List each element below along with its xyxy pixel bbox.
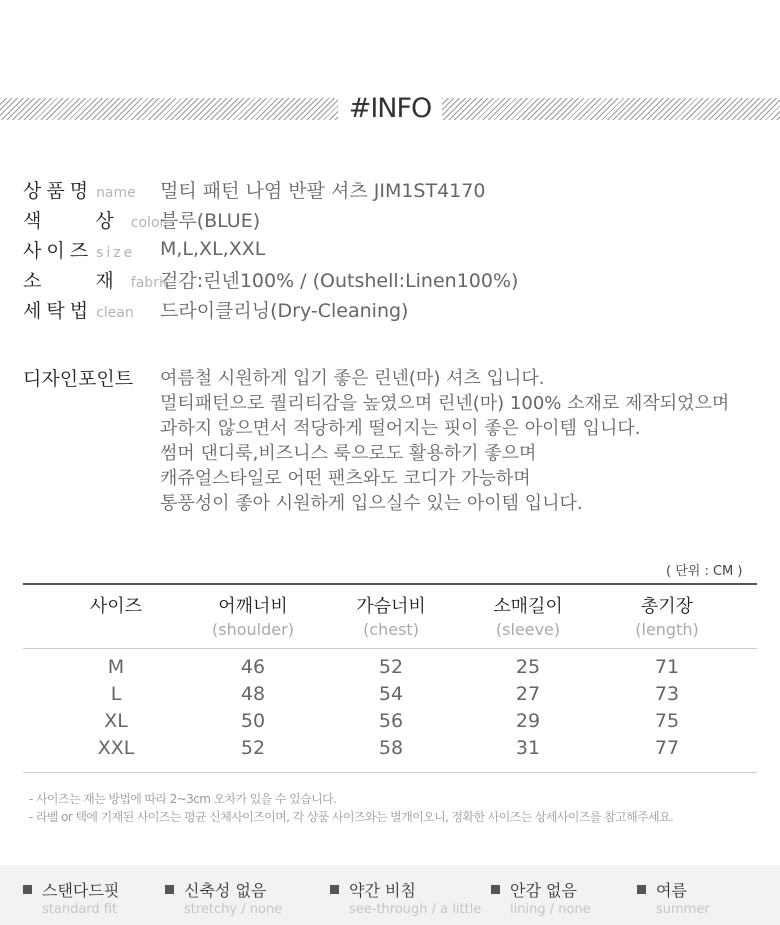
title-hatch-right	[442, 98, 780, 120]
square-bullet-icon	[491, 885, 500, 894]
size-notes	[29, 790, 673, 826]
design-point-line: 여름철 시원하게 입기 좋은 린넨(마) 셔츠 입니다.	[160, 368, 545, 389]
spec-row-size	[23, 234, 518, 264]
table-cell: 29	[515, 710, 541, 732]
feature-label-en: summer	[656, 902, 710, 917]
feature-label-en: standard fit	[42, 902, 118, 917]
column-header: 총기장	[640, 596, 694, 617]
spec-label-en: clean	[96, 304, 134, 321]
spec-value: M,L,XL,XXL	[160, 238, 266, 260]
column-header: 소매길이	[493, 596, 563, 617]
table-cell: 27	[515, 683, 541, 705]
design-point-line: 캐쥬얼스타일로 어떤 팬츠와도 코디가 가능하며	[160, 468, 531, 489]
column-header-en: (sleeve)	[495, 620, 561, 639]
spec-label: 색 상	[23, 209, 128, 232]
design-point-line: 과하지 않으면서 적당하게 떨어지는 핏이 좋은 아이템 입니다.	[160, 418, 641, 439]
feature-label: 약간 비침	[349, 881, 416, 900]
table-cell: 25	[515, 656, 541, 678]
feature-label: 스탠다드핏	[42, 881, 120, 900]
title-hatch-left	[0, 98, 338, 120]
table-bottom-rule	[23, 772, 757, 773]
table-cell: 48	[240, 683, 266, 705]
table-cell: 73	[654, 683, 680, 705]
feature-label-en: lining / none	[510, 902, 591, 917]
spec-row-clean	[23, 294, 518, 324]
column-header-en: (shoulder)	[212, 620, 294, 639]
feature-label-en: see-through / a little	[349, 902, 482, 917]
spec-value: 드라이클리닝(Dry-Cleaning)	[160, 299, 409, 322]
spec-label: 사이즈	[23, 239, 94, 262]
section-title: #INFO	[348, 93, 432, 124]
table-cell: 54	[378, 683, 404, 705]
spec-label: 세탁법	[23, 299, 94, 322]
spec-list	[23, 174, 518, 324]
spec-value: 겉감:린넨100% / (Outshell:Linen100%)	[160, 269, 519, 292]
spec-label-en: fabric	[130, 274, 171, 291]
feature-seethrough	[330, 878, 481, 917]
size-unit: ( 단위 : CM )	[666, 564, 743, 579]
design-point-text	[160, 364, 729, 516]
design-point-label: 디자인포인트	[23, 368, 134, 390]
design-point-line: 멀티패턴으로 퀄리티감을 높였으며 린넨(마) 100% 소재로 제작되었으며	[160, 393, 730, 414]
column-header-en: (length)	[635, 620, 699, 639]
feature-label: 안감 없음	[510, 881, 577, 900]
spec-value: 블루(BLUE)	[160, 209, 261, 232]
spec-row-color	[23, 204, 518, 234]
table-cell: 52	[378, 656, 404, 678]
spec-label-en: size	[96, 244, 136, 261]
table-cell: XXL	[97, 737, 135, 759]
square-bullet-icon	[637, 885, 646, 894]
spec-value: 멀티 패턴 나염 반팔 셔츠 JIM1ST4170	[160, 179, 486, 202]
column-header: 가슴너비	[356, 596, 426, 617]
feature-season	[637, 878, 710, 917]
spec-label: 소 재	[23, 269, 128, 292]
design-point-line: 통풍성이 좋아 시원하게 입으실수 있는 아이템 입니다.	[160, 493, 583, 514]
feature-fit	[23, 878, 119, 917]
spec-row-fabric	[23, 264, 518, 294]
table-cell: 77	[654, 737, 680, 759]
table-cell: 50	[240, 710, 266, 732]
design-point-line: 썸머 댄디룩,비즈니스 룩으로도 활용하기 좋으며	[160, 443, 537, 464]
square-bullet-icon	[330, 885, 339, 894]
table-cell: L	[110, 683, 122, 705]
table-cell: M	[107, 656, 125, 678]
table-cell: 52	[240, 737, 266, 759]
table-cell: XL	[104, 710, 128, 732]
table-cell: 46	[240, 656, 266, 678]
feature-lining	[491, 878, 591, 917]
table-cell: 71	[654, 656, 680, 678]
column-header-en: (chest)	[363, 620, 419, 639]
table-top-rule	[23, 583, 757, 585]
column-header: 사이즈	[89, 596, 143, 617]
feature-label-en: stretchy / none	[184, 902, 283, 917]
spec-row-name	[23, 174, 518, 204]
table-cell: 31	[515, 737, 541, 759]
feature-label: 여름	[656, 881, 687, 900]
square-bullet-icon	[165, 885, 174, 894]
design-point	[23, 364, 729, 516]
feature-label: 신축성 없음	[184, 881, 267, 900]
table-cell: 56	[378, 710, 404, 732]
feature-stretch	[165, 878, 282, 917]
square-bullet-icon	[23, 885, 32, 894]
note-line: - 라벨 or 택에 기재된 사이즈는 평균 신체사이즈이며, 각 상품 사이즈와는 별개이오니, 정확한 사이즈는 상세사이즈를 참고해주세요.	[29, 810, 674, 824]
table-header-rule	[23, 648, 757, 649]
spec-label-en: name	[96, 184, 136, 201]
column-header: 어깨너비	[218, 596, 288, 617]
table-cell: 58	[378, 737, 404, 759]
spec-label-en: color	[130, 214, 166, 231]
note-line: - 사이즈는 재는 방법에 따라 2~3cm 오차가 있을 수 있습니다.	[29, 792, 337, 806]
table-cell: 75	[654, 710, 680, 732]
spec-label: 상품명	[23, 179, 94, 202]
